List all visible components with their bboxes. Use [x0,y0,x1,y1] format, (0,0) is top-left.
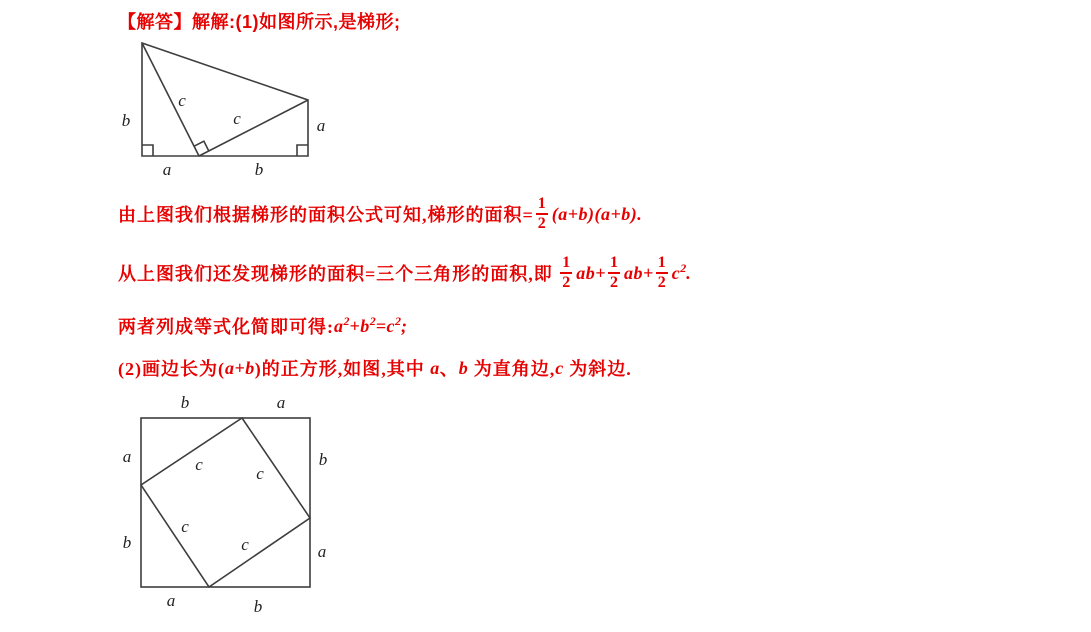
eq-semicolon: ; [401,315,408,336]
eq-a: a [334,315,344,336]
square-label-top-left: b [180,392,190,412]
eq-equals-c: =c [375,315,396,336]
square-label-c-upper-left: c [195,454,203,474]
square-figure [118,392,348,625]
fraction-numerator: 1 [560,254,572,274]
fraction-denominator: 2 [537,215,546,232]
eq-b-exponent: 2 [369,313,376,328]
square-label-left-lower: b [122,532,132,552]
right-angle-mark-bottom-right [297,145,308,156]
para-part2-seg3: 、 [439,359,459,379]
para-area-formula-tail: (a+b)(a+b). [551,203,643,224]
hypotenuse-right-line [199,100,308,156]
para-part2-var-c: c [555,357,564,378]
fraction-numerator: 1 [536,195,548,215]
fraction-one-half [656,254,668,292]
square-label-c-lower-right: c [241,534,249,554]
outer-square [141,418,310,587]
eq-a-exponent: 2 [343,313,350,328]
fraction-one-half [536,195,548,233]
square-label-right-upper: b [318,449,328,469]
term-c-exponent: 2 [680,260,687,275]
heading-text: 【解答】解解:(1)如图所示,是梯形; [118,12,401,32]
para-equation-lead: 两者列成等式化简即可得: [118,317,334,337]
square-label-c-upper-right: c [256,463,264,483]
term-ab-plus-2: ab+ [624,262,654,283]
term-c-base: c [671,262,681,283]
term-ab-plus-1: ab+ [576,262,607,283]
para-three-triangles [118,248,691,298]
fraction-one-half [560,254,572,292]
trapezoid-outline [142,43,308,156]
para-part2 [118,352,632,384]
heading [118,8,401,34]
square-label-right-lower: a [317,541,327,561]
eq-plus-b: +b [349,315,370,336]
para-equation [118,311,408,341]
fraction-denominator: 2 [657,274,666,291]
trapezoid-label-bottom-left: a [162,159,172,179]
square-label-bottom-left: a [166,590,176,610]
trapezoid-label-hyp-left: c [178,90,186,110]
para-part2-var-b: b [458,357,469,378]
para-part2-seg2: )的正方形,如图,其中 [254,359,431,379]
para-three-triangles-lead: 从上图我们还发现梯形的面积=三个三角形的面积,即 [118,264,559,284]
right-angle-mark-bottom-left [142,145,153,156]
para-area-formula [118,191,642,237]
fraction-numerator: 1 [608,254,620,274]
para-part2-a-plus-b: a+b [224,357,255,378]
trapezoid-figure [118,38,348,186]
square-label-c-lower-left: c [181,516,189,536]
fraction-denominator: 2 [610,274,619,291]
trapezoid-label-bottom-right: b [254,159,264,179]
trapezoid-label-left-side: b [121,110,131,130]
trapezoid-label-right-side: a [316,115,326,135]
fraction-numerator: 1 [656,254,668,274]
para-part2-seg5: 为斜边. [563,359,632,379]
para-part2-seg1: (2)画边长为( [118,359,225,379]
term-c-period: . [686,262,692,283]
para-area-formula-lead: 由上图我们根据梯形的面积公式可知,梯形的面积= [118,205,534,225]
para-part2-var-a: a [430,357,440,378]
para-part2-seg4: 为直角边, [468,359,556,379]
pythagorean-equation [334,313,408,337]
fraction-one-half [608,254,620,292]
square-label-top-right: a [276,392,286,412]
inner-tilted-square [141,418,310,587]
fraction-denominator: 2 [562,274,571,291]
square-label-bottom-right: b [253,596,263,616]
trapezoid-label-hyp-right: c [233,108,241,128]
eq-c-exponent: 2 [395,313,402,328]
term-c-squared [671,260,692,284]
square-label-left-upper: a [122,446,132,466]
